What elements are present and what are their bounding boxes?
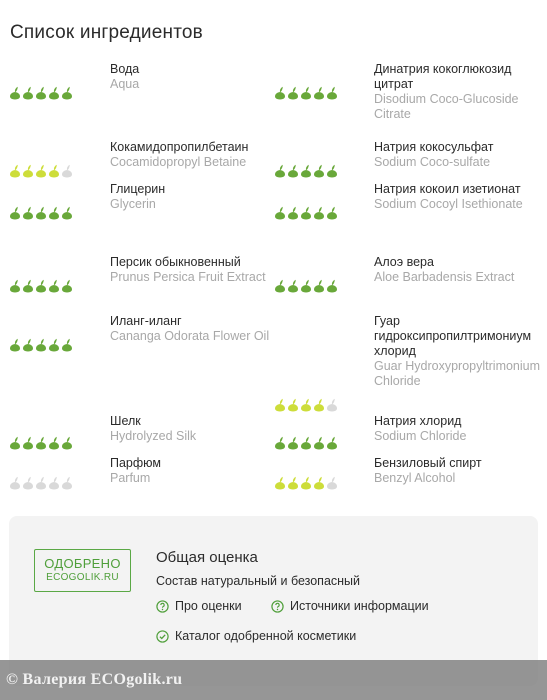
- leaf-icon: [300, 398, 312, 412]
- ingredient-names: [110, 456, 275, 486]
- rating-leaves: [9, 86, 73, 100]
- leaf-icon: [22, 164, 34, 178]
- leaf-icon: [287, 164, 299, 178]
- leaf-icon: [61, 206, 73, 220]
- sources-label: Источники информации: [290, 599, 429, 613]
- leaf-icon: [35, 206, 47, 220]
- leaf-icon: [300, 164, 312, 178]
- ingredient-name-ru: Глицерин: [110, 182, 166, 196]
- ingredient-name-latin: Cananga Odorata Flower Oil: [110, 329, 270, 343]
- leaf-icon: [48, 206, 60, 220]
- rating-leaves: [274, 476, 338, 490]
- ingredient-name-latin: Aloe Barbadensis Extract: [374, 270, 515, 284]
- leaf-icon: [313, 206, 325, 220]
- catalog-label: Каталог одобренной косметики: [175, 629, 357, 643]
- leaf-icon: [300, 476, 312, 490]
- leaf-icon: [48, 436, 60, 450]
- ingredient-name-latin: Hydrolyzed Silk: [110, 429, 197, 443]
- leaf-icon: [300, 86, 312, 100]
- ingredient-names: [374, 456, 547, 486]
- leaf-icon: [326, 436, 338, 450]
- leaf-icon: [274, 206, 286, 220]
- rating-leaves: [274, 398, 338, 412]
- leaf-icon: [274, 279, 286, 293]
- ingredient-names: [110, 182, 275, 212]
- leaf-icon: [35, 86, 47, 100]
- ingredient-name-ru: Вода: [110, 62, 140, 76]
- leaf-icon: [61, 436, 73, 450]
- sources-link[interactable]: [271, 599, 429, 613]
- leaf-icon: [35, 164, 47, 178]
- ingredient-names: [110, 314, 275, 344]
- leaf-icon: [9, 279, 21, 293]
- leaf-icon: [274, 86, 286, 100]
- summary-description: Состав натуральный и безопасный: [156, 574, 361, 588]
- ingredient-names: [374, 140, 547, 170]
- leaf-icon: [313, 476, 325, 490]
- leaf-icon: [9, 338, 21, 352]
- leaf-icon: [9, 436, 21, 450]
- ingredient-names: [374, 314, 547, 389]
- leaf-icon: [274, 164, 286, 178]
- leaf-icon: [61, 86, 73, 100]
- ingredient-name-latin: Cocamidopropyl Betaine: [110, 155, 247, 169]
- badge-sub-text: ECOGOLIK.RU: [46, 572, 119, 583]
- ingredient-name-latin: Disodium Coco-Glucoside Citrate: [374, 92, 519, 121]
- leaf-icon: [326, 86, 338, 100]
- ingredient-name-latin: Aqua: [110, 77, 140, 91]
- rating-leaves: [274, 279, 338, 293]
- leaf-icon: [35, 476, 47, 490]
- leaf-icon: [274, 398, 286, 412]
- ingredient-names: [110, 414, 275, 444]
- leaf-icon: [287, 436, 299, 450]
- rating-leaves: [9, 436, 73, 450]
- ingredient-name-latin: Prunus Persica Fruit Extract: [110, 270, 266, 284]
- rating-leaves: [9, 476, 73, 490]
- leaf-icon: [326, 164, 338, 178]
- catalog-link[interactable]: [156, 629, 356, 643]
- ingredient-name-ru: Персик обыкновенный: [110, 255, 241, 269]
- leaf-icon: [61, 279, 73, 293]
- ingredient-name-latin: Sodium Chloride: [374, 429, 467, 443]
- watermark-text: © Валерия ECOgolik.ru: [6, 671, 183, 688]
- summary-title: Общая оценка: [156, 549, 258, 566]
- watermark-bar: [0, 660, 547, 700]
- ingredient-name-ru: Гуар гидроксипропилтримониум хлорид: [374, 314, 532, 358]
- leaf-icon: [300, 206, 312, 220]
- leaf-icon: [287, 398, 299, 412]
- leaf-icon: [61, 164, 73, 178]
- leaf-icon: [35, 436, 47, 450]
- ingredient-names: [374, 62, 547, 122]
- ingredient-names: [374, 182, 547, 212]
- badge-main-text: ОДОБРЕНО: [44, 556, 121, 571]
- ingredient-name-latin: Benzyl Alcohol: [374, 471, 456, 485]
- ingredient-name-latin: Guar Hydroxypropyltrimonium Chloride: [374, 359, 541, 388]
- leaf-icon: [313, 398, 325, 412]
- leaf-icon: [22, 279, 34, 293]
- question-circle-icon: [156, 600, 169, 613]
- ingredient-names: [374, 255, 547, 285]
- question-circle-icon: [271, 600, 284, 613]
- leaf-icon: [9, 86, 21, 100]
- leaf-icon: [326, 398, 338, 412]
- leaf-icon: [48, 86, 60, 100]
- ingredient-name-ru: Динатрия кокоглюкозид цитрат: [374, 62, 512, 91]
- leaf-icon: [274, 476, 286, 490]
- leaf-icon: [22, 338, 34, 352]
- rating-leaves: [9, 206, 73, 220]
- leaf-icon: [313, 86, 325, 100]
- ingredient-name-ru: Алоэ вера: [374, 255, 434, 269]
- approved-badge: [34, 549, 131, 592]
- leaf-icon: [22, 436, 34, 450]
- rating-leaves: [274, 436, 338, 450]
- leaf-icon: [326, 206, 338, 220]
- about-ratings-label: Про оценки: [175, 599, 242, 613]
- leaf-icon: [313, 164, 325, 178]
- leaf-icon: [9, 206, 21, 220]
- leaf-icon: [22, 86, 34, 100]
- leaf-icon: [22, 206, 34, 220]
- leaf-icon: [22, 476, 34, 490]
- leaf-icon: [61, 338, 73, 352]
- leaf-icon: [326, 476, 338, 490]
- ingredient-name-latin: Sodium Coco-sulfate: [374, 155, 491, 169]
- leaf-icon: [48, 164, 60, 178]
- rating-leaves: [274, 86, 338, 100]
- leaf-icon: [326, 279, 338, 293]
- ingredient-name-ru: Бензиловый спирт: [374, 456, 482, 470]
- leaf-icon: [48, 338, 60, 352]
- leaf-icon: [48, 476, 60, 490]
- ingredient-name-ru: Иланг-иланг: [110, 314, 182, 328]
- ingredient-name-ru: Натрия кокосульфат: [374, 140, 494, 154]
- leaf-icon: [287, 86, 299, 100]
- about-ratings-link[interactable]: [156, 599, 242, 613]
- ingredient-name-ru: Кокамидопропилбетаин: [110, 140, 249, 154]
- leaf-icon: [35, 338, 47, 352]
- ingredient-name-ru: Шелк: [110, 414, 141, 428]
- leaf-icon: [300, 436, 312, 450]
- ingredient-names: [110, 255, 275, 285]
- ingredient-name-ru: Парфюм: [110, 456, 162, 470]
- ingredient-name-latin: Sodium Cocoyl Isethionate: [374, 197, 523, 211]
- ingredient-name-ru: Натрия кокоил изетионат: [374, 182, 521, 196]
- check-circle-icon: [156, 630, 169, 643]
- rating-leaves: [274, 206, 338, 220]
- page-title: Список ингредиентов: [10, 22, 203, 43]
- leaf-icon: [48, 279, 60, 293]
- leaf-icon: [274, 436, 286, 450]
- leaf-icon: [61, 476, 73, 490]
- rating-leaves: [9, 338, 73, 352]
- rating-leaves: [9, 164, 73, 178]
- rating-leaves: [274, 164, 338, 178]
- leaf-icon: [287, 476, 299, 490]
- leaf-icon: [35, 279, 47, 293]
- leaf-icon: [300, 279, 312, 293]
- leaf-icon: [9, 476, 21, 490]
- ingredient-names: [110, 62, 275, 92]
- leaf-icon: [287, 279, 299, 293]
- rating-leaves: [9, 279, 73, 293]
- ingredient-names: [110, 140, 275, 170]
- leaf-icon: [9, 164, 21, 178]
- ingredient-name-latin: Glycerin: [110, 197, 156, 211]
- ingredient-name-latin: Parfum: [110, 471, 151, 485]
- leaf-icon: [313, 279, 325, 293]
- ingredient-names: [374, 414, 547, 444]
- leaf-icon: [287, 206, 299, 220]
- ingredient-name-ru: Натрия хлорид: [374, 414, 462, 428]
- leaf-icon: [313, 436, 325, 450]
